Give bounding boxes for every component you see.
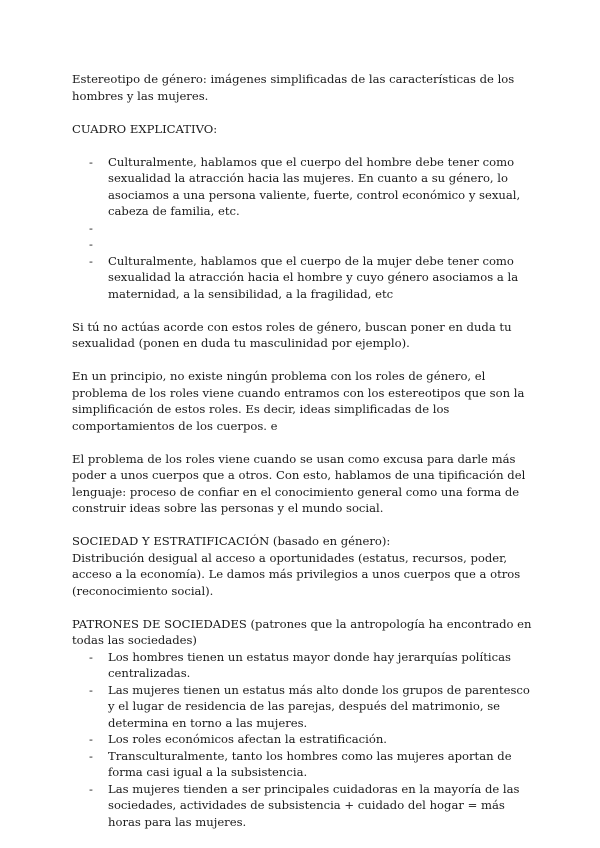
list-item: - Transculturalmente, tanto los hombres como las mujeres aportan de forma casi igual a la subsistencia. (72, 748, 532, 781)
cuadro-heading: CUADRO EXPLICATIVO: (72, 121, 218, 136)
list-item: - Los roles económicos afectan la estratificación. (72, 731, 532, 748)
list-item: - Culturalmente, hablamos que el cuerpo del hombre debe tener como sexualidad la atracción hacia las mujeres. En cuanto a su género, lo asociamos a una persona valiente, fuerte, control económico y sexual, cabeza de familia, etc. (72, 154, 532, 220)
patrones-list (72, 649, 532, 831)
principio-paragraph: En un principio, no existe ningún problema con los roles de género, el problema de los roles viene cuando entramos con los estereotipos que son la simplificación de estos roles. Es decir, ideas simplificadas de los comportamientos de los cuerpos. e (72, 369, 525, 433)
patrones-heading: PATRONES DE SOCIEDADES (patrones que la antropología ha encontrado en todas las sociedades) (72, 616, 532, 647)
intro-paragraph: Estereotipo de género: imágenes simplificadas de las características de los hombres y las mujeres. (72, 72, 515, 103)
problema-paragraph: El problema de los roles viene cuando se usan como excusa para darle más poder a unos cuerpos que a otros. Con esto, hablamos de una tipificación del lenguaje: proceso de confiar en el conocimiento general como una forma de construir ideas sobre las personas y el mundo social. (72, 451, 526, 515)
roles-paragraph: Si tú no actúas acorde con estos roles de género, buscan poner en duda tu sexualidad (ponen en duda tu masculinidad por ejemplo). (72, 319, 512, 350)
document-page (72, 71, 532, 830)
sociedad-paragraph: Distribución desigual al acceso a oportunidades (estatus, recursos, poder, acceso a la economía). Le damos más privilegios a unos cuerpos que a otros (reconocimiento social). (72, 550, 521, 598)
sociedad-heading: SOCIEDAD Y ESTRATIFICACIÓN (basado en género): (72, 534, 391, 548)
list-item: - Los hombres tienen un estatus mayor donde hay jerarquías políticas centralizadas. (72, 649, 532, 682)
cuadro-list (72, 154, 532, 303)
list-item: - Las mujeres tienden a ser principales cuidadoras en la mayoría de las sociedades, actividades de subsistencia + cuidado del hogar = más horas para las mujeres. (72, 781, 532, 831)
list-item: - Culturalmente, hablamos que el cuerpo de la mujer debe tener como sexualidad la atracción hacia el hombre y cuyo género asociamos a la maternidad, a la sensibilidad, a la fragilidad, etc (72, 253, 532, 303)
list-item: - Las mujeres tienen un estatus más alto donde los grupos de parentesco y el lugar de residencia de las parejas, después del matrimonio, se determina en torno a las mujeres. (72, 682, 532, 732)
